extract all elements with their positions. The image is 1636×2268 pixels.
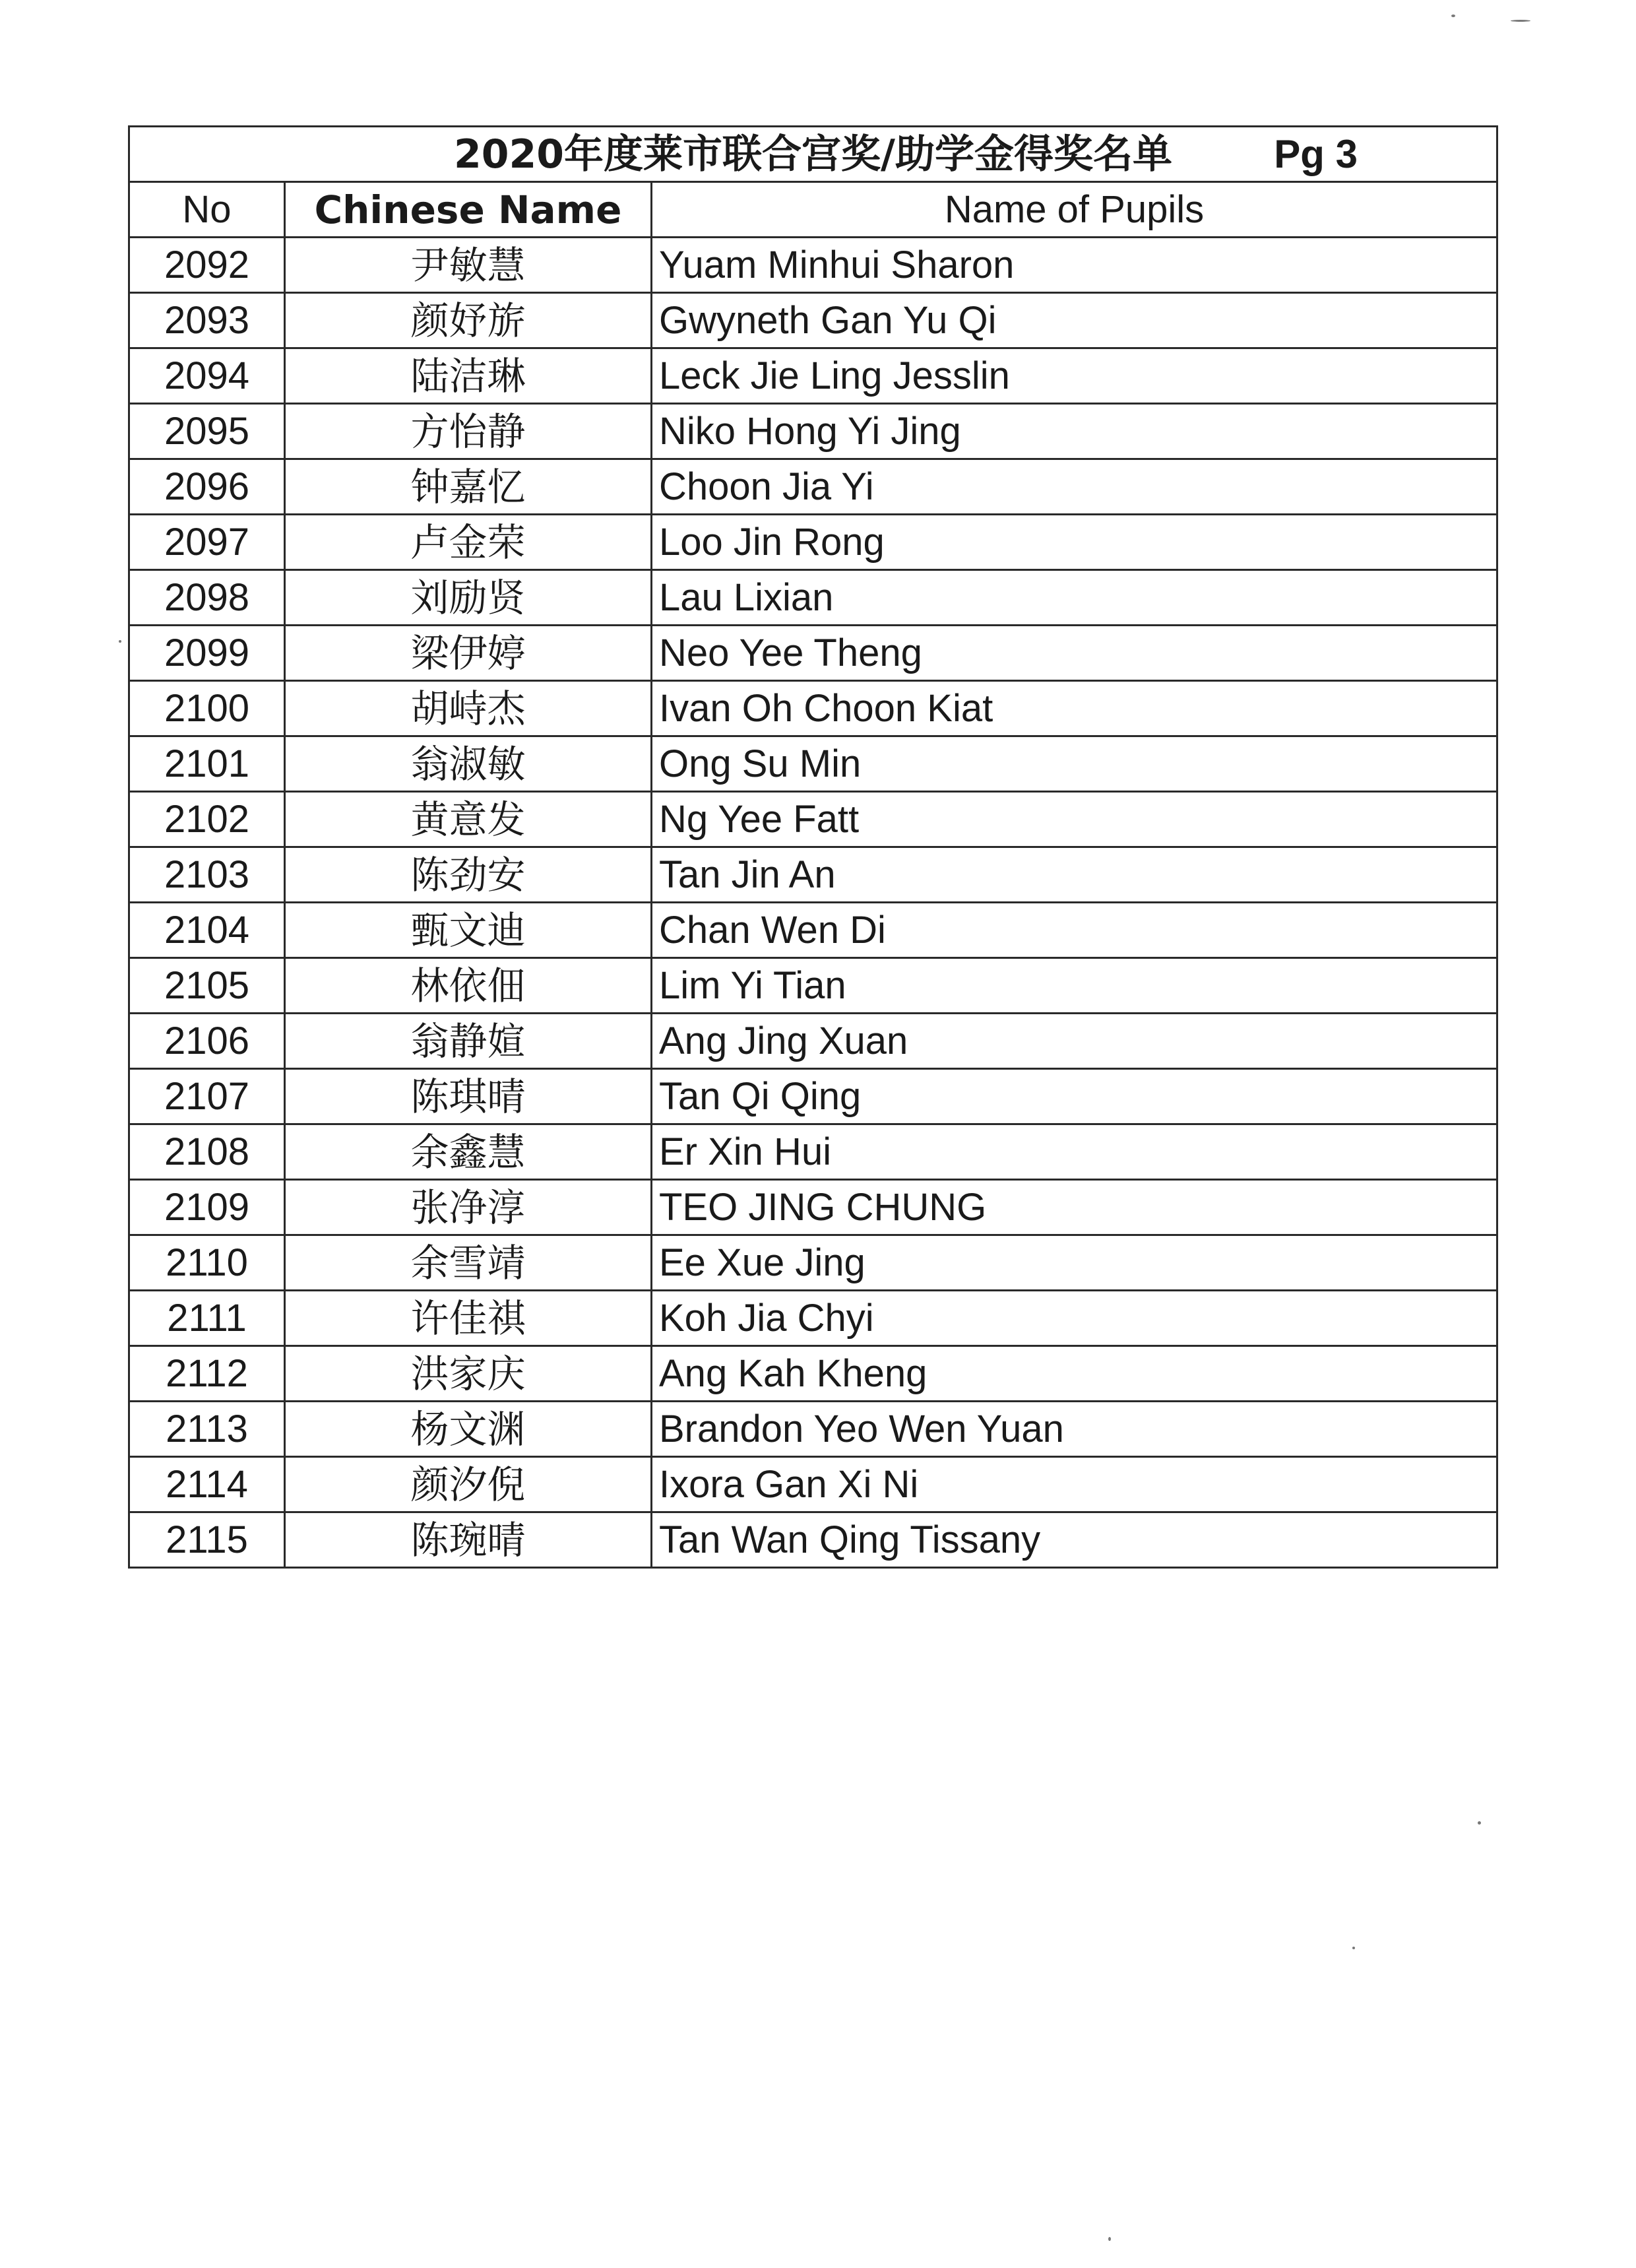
table-row [129, 958, 1497, 1014]
chinese-name-cell: 颜妤旂 [285, 293, 652, 348]
row-number: 2092 [129, 238, 285, 293]
pupil-name-cell: Ang Kah Kheng [652, 1346, 1497, 1402]
pupil-name-cell: Neo Yee Theng [652, 626, 1497, 681]
chinese-name-cell: 陈琬晴 [285, 1512, 652, 1568]
chinese-name-cell: 方怡静 [285, 404, 652, 459]
header-row [129, 182, 1497, 238]
scan-speck [1451, 15, 1455, 17]
table-row [129, 515, 1497, 570]
pupil-name-cell: TEO JING CHUNG [652, 1180, 1497, 1235]
table-row [129, 1457, 1497, 1512]
pupil-name-cell: Niko Hong Yi Jing [652, 404, 1497, 459]
table-row [129, 293, 1497, 348]
chinese-name-cell: 陈劲安 [285, 847, 652, 903]
row-number: 2113 [129, 1402, 285, 1457]
chinese-name-cell: 卢金荣 [285, 515, 652, 570]
chinese-name-cell: 钟嘉忆 [285, 459, 652, 515]
column-header-no: No [129, 182, 285, 238]
pupil-name-cell: Chan Wen Di [652, 903, 1497, 958]
table-row [129, 1014, 1497, 1069]
row-number: 2099 [129, 626, 285, 681]
table-row [129, 1512, 1497, 1568]
chinese-name-cell: 甄文迪 [285, 903, 652, 958]
pupil-name-cell: Lim Yi Tian [652, 958, 1497, 1014]
scan-speck [1352, 1947, 1355, 1949]
chinese-name-cell: 张净淳 [285, 1180, 652, 1235]
row-number: 2098 [129, 570, 285, 626]
table-row [129, 792, 1497, 847]
pupil-name-cell: Tan Qi Qing [652, 1069, 1497, 1124]
chinese-name-cell: 翁静媗 [285, 1014, 652, 1069]
pupil-name-cell: Ee Xue Jing [652, 1235, 1497, 1291]
table-row [129, 1346, 1497, 1402]
chinese-name-cell: 胡峙杰 [285, 681, 652, 736]
chinese-name-cell: 翁淑敏 [285, 736, 652, 792]
row-number: 2103 [129, 847, 285, 903]
title-row [129, 127, 1497, 182]
row-number: 2101 [129, 736, 285, 792]
scan-speck [1478, 1821, 1481, 1825]
pupil-name-cell: Loo Jin Rong [652, 515, 1497, 570]
pupil-name-cell: Ixora Gan Xi Ni [652, 1457, 1497, 1512]
chinese-name-cell: 梁伊婷 [285, 626, 652, 681]
row-number: 2112 [129, 1346, 285, 1402]
row-number: 2100 [129, 681, 285, 736]
chinese-name-cell: 陆洁琳 [285, 348, 652, 404]
pupil-name-cell: Ong Su Min [652, 736, 1497, 792]
row-number: 2097 [129, 515, 285, 570]
scan-speck [119, 640, 121, 643]
table-row [129, 570, 1497, 626]
pupil-name-cell: Yuam Minhui Sharon [652, 238, 1497, 293]
chinese-name-cell: 许佳祺 [285, 1291, 652, 1346]
row-number: 2093 [129, 293, 285, 348]
table-row [129, 1402, 1497, 1457]
page-number: Pg 3 [1274, 131, 1358, 176]
title-cell [129, 127, 1497, 182]
chinese-name-cell: 黄意发 [285, 792, 652, 847]
chinese-name-cell: 尹敏慧 [285, 238, 652, 293]
table-row [129, 626, 1497, 681]
table-row [129, 1124, 1497, 1180]
chinese-name-cell: 林依佃 [285, 958, 652, 1014]
table-row [129, 736, 1497, 792]
table-row [129, 404, 1497, 459]
pupil-name-cell: Brandon Yeo Wen Yuan [652, 1402, 1497, 1457]
chinese-name-cell: 刘励贤 [285, 570, 652, 626]
document-title: 2020年度莱市联合宫奖/助学金得奖名单 [454, 131, 1172, 178]
table-row [129, 1235, 1497, 1291]
pupil-name-cell: Leck Jie Ling Jesslin [652, 348, 1497, 404]
table-row [129, 681, 1497, 736]
chinese-name-cell: 杨文渊 [285, 1402, 652, 1457]
scan-speck [1108, 2237, 1111, 2241]
table-row [129, 1069, 1497, 1124]
chinese-name-cell: 余鑫慧 [285, 1124, 652, 1180]
award-list-table [128, 125, 1498, 1569]
pupil-name-cell: Koh Jia Chyi [652, 1291, 1497, 1346]
row-number: 2115 [129, 1512, 285, 1568]
chinese-name-cell: 陈琪晴 [285, 1069, 652, 1124]
pupil-name-cell: Choon Jia Yi [652, 459, 1497, 515]
pupil-name-cell: Tan Wan Qing Tissany [652, 1512, 1497, 1568]
row-number: 2111 [129, 1291, 285, 1346]
pupil-name-cell: Er Xin Hui [652, 1124, 1497, 1180]
pupil-name-cell: Tan Jin An [652, 847, 1497, 903]
table-row [129, 459, 1497, 515]
row-number: 2105 [129, 958, 285, 1014]
pupil-name-cell: Ng Yee Fatt [652, 792, 1497, 847]
column-header-pupil-name: Name of Pupils [652, 182, 1497, 238]
row-number: 2096 [129, 459, 285, 515]
table-row [129, 238, 1497, 293]
table-row [129, 1291, 1497, 1346]
row-number: 2104 [129, 903, 285, 958]
row-number: 2102 [129, 792, 285, 847]
chinese-name-cell: 余雪靖 [285, 1235, 652, 1291]
chinese-name-cell: 洪家庆 [285, 1346, 652, 1402]
row-number: 2106 [129, 1014, 285, 1069]
row-number: 2107 [129, 1069, 285, 1124]
scan-speck [1511, 20, 1530, 22]
row-number: 2114 [129, 1457, 285, 1512]
column-header-chinese-name: Chinese Name [285, 182, 652, 238]
row-number: 2110 [129, 1235, 285, 1291]
table-row [129, 903, 1497, 958]
row-number: 2108 [129, 1124, 285, 1180]
pupil-name-cell: Gwyneth Gan Yu Qi [652, 293, 1497, 348]
pupil-name-cell: Ivan Oh Choon Kiat [652, 681, 1497, 736]
row-number: 2109 [129, 1180, 285, 1235]
table-row [129, 1180, 1497, 1235]
row-number: 2095 [129, 404, 285, 459]
pupil-name-cell: Ang Jing Xuan [652, 1014, 1497, 1069]
row-number: 2094 [129, 348, 285, 404]
pupil-name-cell: Lau Lixian [652, 570, 1497, 626]
table-row [129, 847, 1497, 903]
table-row [129, 348, 1497, 404]
chinese-name-cell: 颜汐倪 [285, 1457, 652, 1512]
